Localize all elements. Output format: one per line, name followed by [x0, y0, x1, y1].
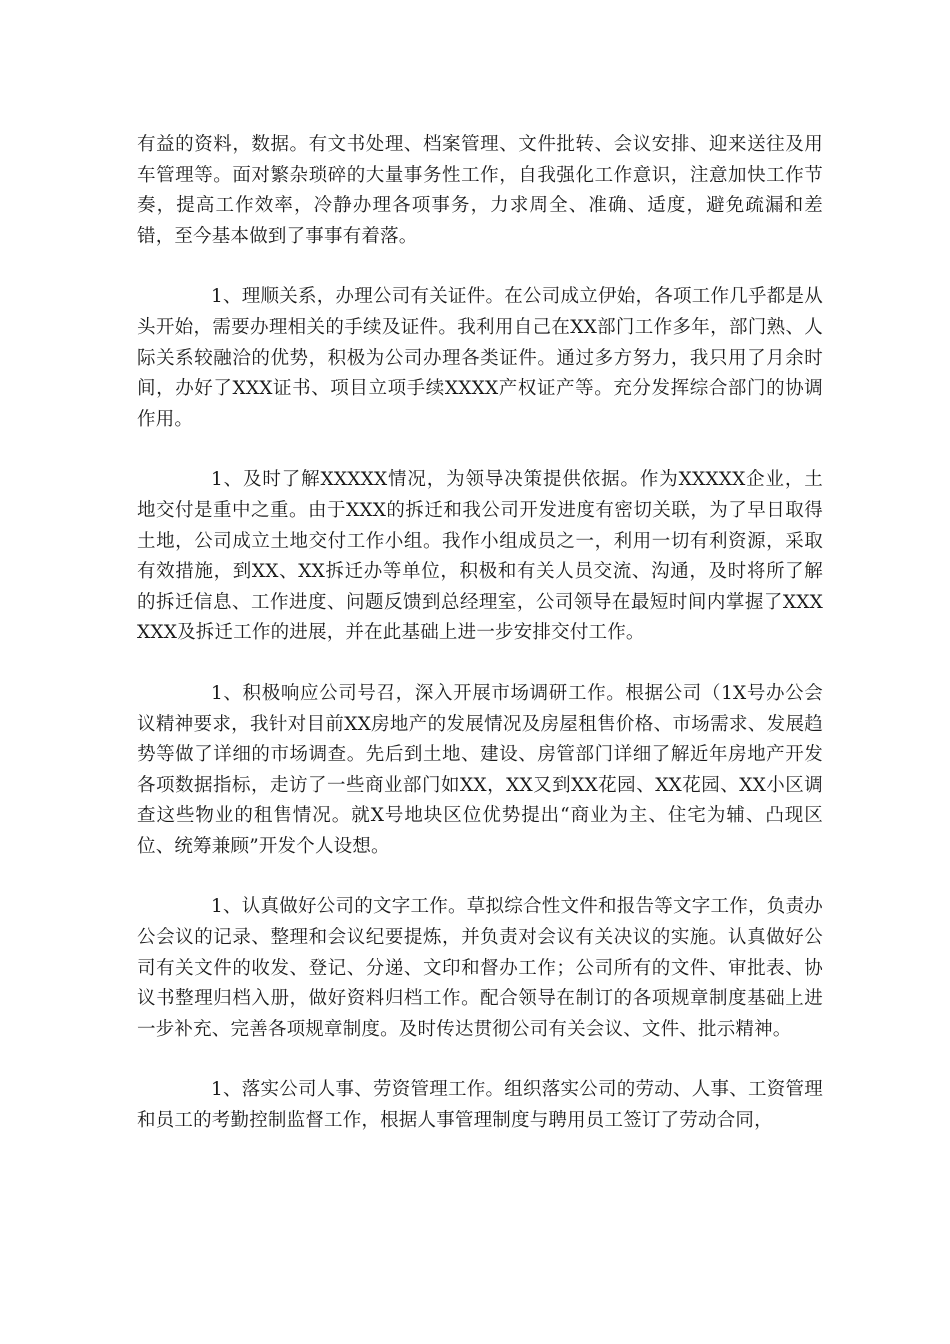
- paragraph-land-delivery: 1、及时了解XXXXX情况，为领导决策提供依据。作为XXXXX企业，土地交付是重中之重。由于XXX的拆迁和我公司开发进度有密切关联，为了早日取得土地，公司成立土地交付工作小组。我作小组成员之一，利用一切有利资源，采取有效措施，到XX、XX拆迁办等单位，积极和有关人员交流、沟通，及时将所了解的拆迁信息、工作进度、问题反馈到总经理室，公司领导在最短时间内掌握了XXXXXX及拆迁工作的进展，并在此基础上进一步安排交付工作。: [137, 469, 823, 644]
- paragraph-document-work: 1、认真做好公司的文字工作。草拟综合性文件和报告等文字工作，负责办公会议的记录、整理和会议纪要提炼，并负责对会议有关决议的实施。认真做好公司有关文件的收发、登记、分递、文印和督办工作；公司所有的文件、审批表、协议书整理归档入册，做好资料归档工作。配合领导在制订的各项规章制度基础上进一步补充、完善各项规章制度。及时传达贯彻公司有关会议、文件、批示精神。: [137, 896, 823, 1040]
- paragraph-market-research: 1、积极响应公司号召，深入开展市场调研工作。根据公司（1X号办公会议精神要求，我针对目前XX房地产的发展情况及房屋租售价格、市场需求、发展趋势等做了详细的市场调查。先后到土地、建设、房管部门详细了解近年房地产开发各项数据指标，走访了一些商业部门如XX，XX又到XX花园、XX花园、XX小区调查这些物业的租售情况。就X号地块区位优势提出“商业为主、住宅为辅、凸现区位、统筹兼顾”开发个人设想。: [137, 682, 823, 857]
- paragraph-certificates: 1、理顺关系，办理公司有关证件。在公司成立伊始，各项工作几乎都是从头开始，需要办理相关的手续及证件。我利用自己在XX部门工作多年，部门熟、人际关系较融洽的优势，积极为公司办理各类证件。通过多方努力，我只用了月余时间，办好了XXX证书、项目立项手续XXXX产权证产等。充分发挥综合部门的协调作用。: [137, 286, 823, 430]
- paragraph-continuation: 有益的资料，数据。有文书处理、档案管理、文件批转、会议安排、迎来送往及用车管理等。面对繁杂琐碎的大量事务性工作，自我强化工作意识，注意加快工作节奏，提高工作效率，冷静办理各项事务，力求周全、准确、适度，避免疏漏和差错，至今基本做到了事事有着落。: [137, 134, 823, 247]
- document-body: [137, 130, 823, 1167]
- paragraph-personnel: 1、落实公司人事、劳资管理工作。组织落实公司的劳动、人事、工资管理和员工的考勤控制监督工作，根据人事管理制度与聘用员工签订了劳动合同，: [137, 1079, 823, 1132]
